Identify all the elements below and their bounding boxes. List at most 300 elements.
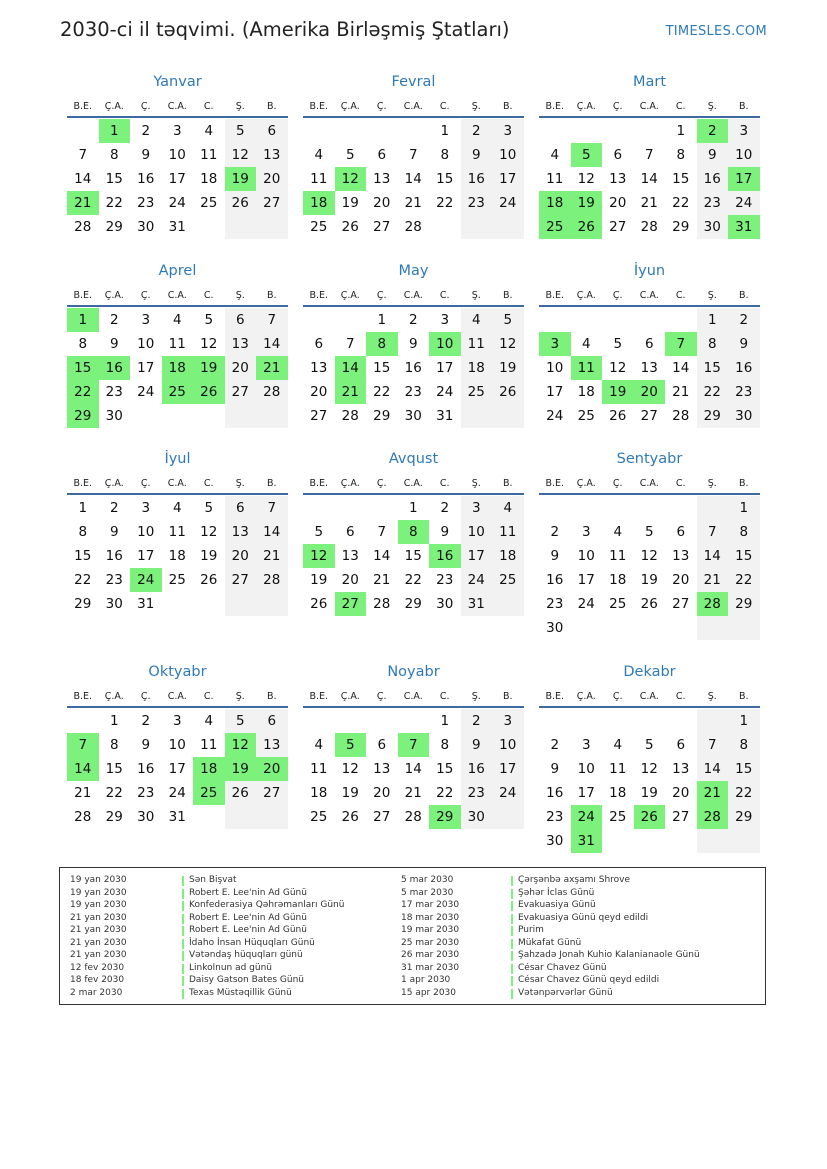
weekday-header: B. [266,691,277,702]
weekday-header: Ş. [707,290,717,301]
day-cell: 14 [74,171,92,187]
holiday-day-cell: 27 [335,592,367,616]
legend-holiday-name: Robert E. Lee'nin Ad Günü [189,912,307,923]
day-cell: 21 [404,785,422,801]
day-cell: 8 [109,737,119,753]
day-cell: 7 [345,336,355,352]
legend-row [70,900,390,913]
legend-row [401,988,756,1001]
day-cell: 24 [168,195,186,211]
weekday-header: B.E. [309,691,329,702]
weekday-header: B. [266,478,277,489]
day-cell: 31 [168,809,186,825]
day-cell: 13 [373,171,391,187]
day-cell: 20 [341,572,359,588]
day-cell: 16 [105,548,123,564]
legend-date: 19 yan 2030 [70,887,127,898]
weekday-header: Ç.A. [576,691,596,702]
weekday-header: C.A. [639,691,659,702]
day-cell: 23 [728,380,760,404]
day-cell: 13 [609,171,627,187]
day-cell: 8 [440,147,450,163]
day-cell: 9 [109,524,119,540]
weekday-header: Ç.A. [104,691,124,702]
weekday-header: C.A. [639,478,659,489]
holiday-day-cell: 29 [67,404,99,428]
weekday-header: Ç. [140,478,151,489]
month-3 [67,263,288,463]
day-cell: 14 [373,548,391,564]
weekday-header: B. [738,691,749,702]
day-cell: 2 [141,123,151,139]
weekend-blank-cell [256,592,288,616]
day-cell: 22 [436,195,454,211]
day-cell: 8 [78,524,88,540]
legend-date: 21 yan 2030 [70,912,127,923]
day-cell: 6 [256,709,288,733]
day-cell: 8 [728,520,760,544]
day-cell: 31 [137,596,155,612]
day-cell: 4 [492,496,524,520]
holiday-day-cell: 21 [256,356,288,380]
holiday-day-cell: 19 [225,167,257,191]
day-cell: 8 [676,147,686,163]
day-cell: 9 [141,147,151,163]
weekday-header: B.E. [545,478,565,489]
weekday-header: C. [439,478,450,489]
day-cell: 3 [728,119,760,143]
day-cell: 1 [440,713,450,729]
holiday-day-cell: 18 [303,191,335,215]
day-cell: 9 [109,336,119,352]
day-cell: 23 [436,572,454,588]
day-cell: 9 [697,143,729,167]
day-cell: 23 [137,785,155,801]
day-cell: 28 [74,219,92,235]
day-cell: 6 [676,524,686,540]
day-cell: 3 [492,709,524,733]
day-cell: 6 [225,308,257,332]
day-cell: 1 [440,123,450,139]
legend-marker [182,951,184,961]
weekday-header: B. [738,101,749,112]
day-cell: 14 [697,757,729,781]
weekday-header: Ç.A. [576,478,596,489]
day-cell: 6 [644,336,654,352]
day-cell: 23 [546,596,564,612]
day-cell: 5 [644,737,654,753]
day-cell: 17 [137,360,155,376]
legend-row [401,925,756,938]
day-cell: 4 [172,500,182,516]
holiday-day-cell: 12 [225,733,257,757]
month-divider [67,305,288,307]
weekday-header: Ş. [235,101,245,112]
weekend-blank-cell [492,404,524,428]
month-name: Mart [632,74,667,90]
day-cell: 4 [172,312,182,328]
legend-date: 21 yan 2030 [70,937,127,948]
legend-marker [511,976,513,986]
holiday-day-cell: 22 [67,380,99,404]
legend-holiday-name: César Chavez Günü qeyd edildi [518,975,660,985]
weekday-header: B. [502,691,513,702]
legend-date: 18 mar 2030 [401,912,460,923]
day-cell: 17 [577,785,595,801]
day-cell: 31 [168,219,186,235]
day-cell: 25 [609,809,627,825]
weekday-header: Ç.A. [576,101,596,112]
legend-marker [511,901,513,911]
day-cell: 25 [310,219,328,235]
day-cell: 20 [373,785,391,801]
holiday-day-cell: 11 [571,356,603,380]
day-cell: 22 [697,380,729,404]
day-cell: 3 [172,713,182,729]
day-cell: 18 [168,548,186,564]
weekend-blank-cell [697,616,729,640]
day-cell: 18 [577,384,595,400]
holiday-day-cell: 7 [665,332,697,356]
weekend-blank-cell [225,592,257,616]
day-cell: 15 [373,360,391,376]
weekday-header: Ş. [471,691,481,702]
day-cell: 30 [105,408,123,424]
month-divider [539,305,760,307]
legend-marker [182,876,184,886]
weekday-header: C. [203,101,214,112]
day-cell: 28 [256,380,288,404]
day-cell: 9 [461,143,493,167]
brand-link[interactable]: TIMESLES.COM [665,24,767,39]
day-cell: 13 [672,761,690,777]
day-cell: 28 [74,809,92,825]
day-cell: 25 [609,596,627,612]
day-cell: 17 [168,171,186,187]
weekday-header: C.A. [167,290,187,301]
day-cell: 2 [109,500,119,516]
day-cell: 14 [697,544,729,568]
day-cell: 27 [256,781,288,805]
day-cell: 19 [200,548,218,564]
month-10 [303,664,524,864]
day-cell: 2 [728,308,760,332]
legend-row [401,888,756,901]
holiday-day-cell: 19 [602,380,634,404]
month-2 [539,74,760,274]
day-cell: 3 [172,123,182,139]
month-name: İyun [633,263,666,279]
month-divider [303,305,524,307]
day-cell: 29 [728,592,760,616]
day-cell: 9 [408,336,418,352]
day-cell: 23 [404,384,422,400]
day-cell: 10 [461,520,493,544]
day-cell: 27 [672,596,690,612]
day-cell: 27 [373,809,391,825]
holiday-day-cell: 18 [162,356,194,380]
day-cell: 1 [109,713,119,729]
holiday-day-cell: 20 [634,380,666,404]
weekday-header: Ç.A. [340,478,360,489]
day-cell: 3 [581,737,591,753]
day-cell: 7 [697,733,729,757]
month-divider [67,116,288,118]
weekday-header: Ş. [235,691,245,702]
day-cell: 6 [613,147,623,163]
page-title: 2030-ci il təqvimi. (Amerika Birləşmiş Ştatları) [60,18,510,41]
day-cell: 2 [408,312,418,328]
month-name: Noyabr [387,664,440,680]
holiday-day-cell: 21 [67,191,99,215]
day-cell: 21 [672,384,690,400]
weekday-header: C. [439,290,450,301]
day-cell: 10 [728,143,760,167]
day-cell: 13 [672,548,690,564]
day-cell: 5 [225,709,257,733]
weekday-header: C.A. [167,478,187,489]
day-cell: 21 [697,568,729,592]
day-cell: 30 [728,404,760,428]
legend-date: 5 mar 2030 [401,887,454,898]
day-cell: 19 [492,356,524,380]
month-6 [67,451,288,651]
day-cell: 10 [577,761,595,777]
day-cell: 12 [640,548,658,564]
legend-date: 18 fev 2030 [70,975,125,985]
day-cell: 11 [609,761,627,777]
legend-holiday-name: César Chavez Günü [518,962,607,973]
legend-date: 19 mar 2030 [401,925,460,935]
month-divider [67,493,288,495]
day-cell: 11 [200,737,218,753]
weekday-header: B. [266,101,277,112]
day-cell: 4 [581,336,591,352]
day-cell: 20 [609,195,627,211]
weekday-header: B. [266,290,277,301]
legend-row [70,963,390,976]
day-cell: 20 [672,785,690,801]
day-cell: 22 [105,195,123,211]
day-cell: 7 [377,524,387,540]
day-cell: 3 [141,312,151,328]
holiday-day-cell: 25 [539,215,571,239]
day-cell: 27 [225,380,257,404]
day-cell: 24 [492,191,524,215]
day-cell: 1 [408,500,418,516]
day-cell: 17 [492,757,524,781]
month-name: Fevral [391,74,436,90]
day-cell: 26 [341,809,359,825]
legend-row [70,950,390,963]
day-cell: 30 [546,833,564,849]
weekday-header: B.E. [545,691,565,702]
day-cell: 8 [78,336,88,352]
weekday-header: B. [502,101,513,112]
weekday-header: Ç. [376,478,387,489]
day-cell: 24 [137,384,155,400]
day-cell: 15 [672,171,690,187]
month-1 [303,74,524,274]
legend-holiday-name: Vətənpərvərlər Günü [518,987,613,998]
day-cell: 16 [728,356,760,380]
legend-date: 19 yan 2030 [70,900,127,910]
month-5 [539,263,760,463]
weekend-blank-cell [256,404,288,428]
weekday-header: B. [738,290,749,301]
day-cell: 11 [168,336,186,352]
day-cell: 18 [461,356,493,380]
legend-marker [511,951,513,961]
holiday-day-cell: 1 [99,119,131,143]
weekday-header: B.E. [545,101,565,112]
day-cell: 17 [436,360,454,376]
day-cell: 25 [310,809,328,825]
day-cell: 24 [546,408,564,424]
month-divider [539,706,760,708]
month-divider [303,116,524,118]
day-cell: 28 [341,408,359,424]
day-cell: 7 [697,520,729,544]
month-divider [539,493,760,495]
day-cell: 24 [168,785,186,801]
day-cell: 8 [697,332,729,356]
day-cell: 19 [640,785,658,801]
day-cell: 1 [78,500,88,516]
legend-date: 31 mar 2030 [401,962,460,973]
weekday-header: Ç.A. [104,290,124,301]
holiday-day-cell: 26 [634,805,666,829]
day-cell: 30 [546,620,564,636]
day-cell: 15 [74,548,92,564]
weekend-blank-cell [461,215,493,239]
day-cell: 5 [345,147,355,163]
day-cell: 17 [137,548,155,564]
weekend-blank-cell [728,616,760,640]
legend-marker [511,926,513,936]
day-cell: 2 [440,500,450,516]
day-cell: 2 [550,524,560,540]
day-cell: 9 [728,332,760,356]
legend-row [70,975,390,988]
day-cell: 3 [492,119,524,143]
holiday-day-cell: 26 [193,380,225,404]
legend-date: 21 yan 2030 [70,950,127,960]
day-cell: 16 [546,572,564,588]
day-cell: 4 [204,123,214,139]
day-cell: 22 [728,568,760,592]
month-name: Aprel [158,263,197,279]
weekday-header: C. [203,478,214,489]
day-cell: 31 [461,592,493,616]
day-cell: 15 [105,171,123,187]
holiday-day-cell: 3 [539,332,571,356]
day-cell: 27 [225,568,257,592]
day-cell: 3 [141,500,151,516]
holiday-day-cell: 21 [335,380,367,404]
day-cell: 6 [345,524,355,540]
day-cell: 29 [373,408,391,424]
day-cell: 25 [200,195,218,211]
day-cell: 27 [310,408,328,424]
day-cell: 5 [314,524,324,540]
day-cell: 28 [672,408,690,424]
day-cell: 13 [341,548,359,564]
day-cell: 23 [105,384,123,400]
day-cell: 10 [137,524,155,540]
day-cell: 5 [204,312,214,328]
day-cell: 25 [168,572,186,588]
legend-holiday-name: Mükafat Günü [518,937,582,948]
day-cell: 24 [436,384,454,400]
day-cell: 4 [613,737,623,753]
day-cell: 26 [609,408,627,424]
day-cell: 14 [672,360,690,376]
day-cell: 15 [728,544,760,568]
day-cell: 4 [461,308,493,332]
legend-marker [182,964,184,974]
day-cell: 20 [256,167,288,191]
month-4 [303,263,524,463]
day-cell: 13 [640,360,658,376]
weekday-header: Ç. [612,290,623,301]
legend-row [401,975,756,988]
weekday-header: Ç. [140,691,151,702]
legend-marker [182,976,184,986]
legend-date: 17 mar 2030 [401,900,460,910]
day-cell: 18 [310,785,328,801]
holiday-day-cell: 19 [225,757,257,781]
holiday-day-cell: 1 [67,308,99,332]
weekend-blank-cell [256,215,288,239]
day-cell: 12 [225,143,257,167]
day-cell: 27 [640,408,658,424]
weekend-blank-cell [256,805,288,829]
holiday-day-cell: 18 [193,757,225,781]
day-cell: 30 [436,596,454,612]
legend-row [70,888,390,901]
day-cell: 20 [373,195,391,211]
weekday-header: Ç.A. [340,691,360,702]
day-cell: 16 [137,171,155,187]
day-cell: 8 [728,733,760,757]
day-cell: 23 [137,195,155,211]
legend-holiday-name: Texas Müstəqillik Günü [189,987,292,998]
weekend-blank-cell [697,829,729,853]
day-cell: 10 [168,737,186,753]
day-cell: 1 [728,496,760,520]
month-11 [539,664,760,864]
legend-row [401,875,756,888]
day-cell: 7 [256,496,288,520]
month-name: May [398,263,429,279]
month-divider [67,706,288,708]
day-cell: 23 [461,781,493,805]
day-cell: 3 [581,524,591,540]
weekend-blank-cell [697,709,729,733]
day-cell: 21 [373,572,391,588]
weekday-header: Ç.A. [576,290,596,301]
day-cell: 26 [341,219,359,235]
day-cell: 20 [672,572,690,588]
day-cell: 10 [492,143,524,167]
day-cell: 28 [404,219,422,235]
day-cell: 11 [168,524,186,540]
day-cell: 13 [256,733,288,757]
weekday-header: Ş. [707,691,717,702]
day-cell: 12 [577,171,595,187]
day-cell: 30 [137,809,155,825]
